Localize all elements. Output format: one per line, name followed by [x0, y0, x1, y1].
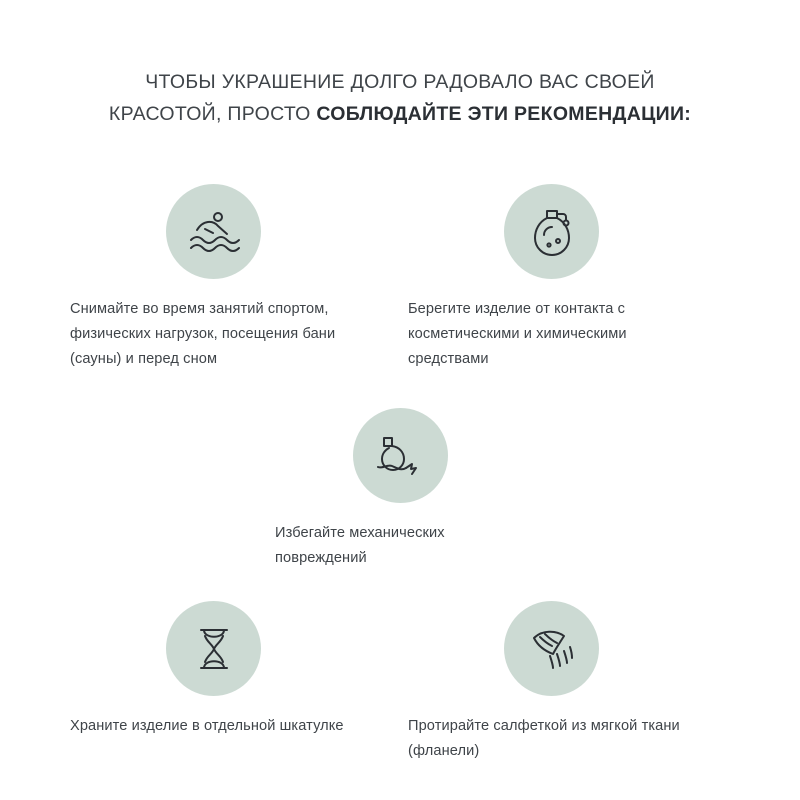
ring-scratch-icon — [372, 431, 428, 481]
page-title-line-2-prefix: КРАСОТОЙ, ПРОСТО — [108, 103, 317, 125]
page-title — [80, 66, 720, 130]
tip-item-polishing-cloth — [408, 601, 708, 764]
tip-caption: Берегите изделие от контакта с косметическими и химическими средствами — [408, 301, 627, 367]
perfume-bottle-icon — [528, 205, 576, 259]
page-title-line-2-emphasis: СОБЛЮДАЙТЕ ЭТИ РЕКОМЕНДАЦИИ: — [316, 103, 692, 125]
tips-row-1 — [70, 184, 730, 372]
tip-caption: Протирайте салфеткой из мягкой ткани (фланели) — [408, 718, 680, 759]
page-title-line-1: ЧТОБЫ УКРАШЕНИЕ ДОЛГО РАДОВАЛО ВАС СВОЕЙ — [145, 71, 655, 93]
tip-icon-circle — [166, 601, 261, 696]
tip-item-cosmetics — [408, 184, 708, 372]
tip-icon-circle — [504, 601, 599, 696]
tip-icon-circle — [166, 184, 261, 279]
tip-icon-circle — [353, 408, 448, 503]
tip-item-storage-box — [70, 601, 370, 739]
tip-item-sport — [70, 184, 370, 372]
tip-caption: Избегайте механических повреждений — [275, 525, 445, 566]
tip-icon-circle — [504, 184, 599, 279]
jewelry-box-icon — [191, 624, 237, 674]
tips-row-2 — [70, 408, 730, 571]
tips-row-3 — [70, 601, 730, 764]
tips-grid — [70, 184, 730, 764]
tip-caption: Храните изделие в отдельной шкатулке — [70, 718, 344, 734]
swimming-sport-icon — [187, 208, 241, 256]
tip-item-mechanical-damage — [250, 408, 550, 571]
tip-caption: Снимайте во время занятий спортом, физических нагрузок, посещения бани (сауны) и перед сном — [70, 301, 336, 367]
polishing-cloth-icon — [526, 624, 578, 674]
